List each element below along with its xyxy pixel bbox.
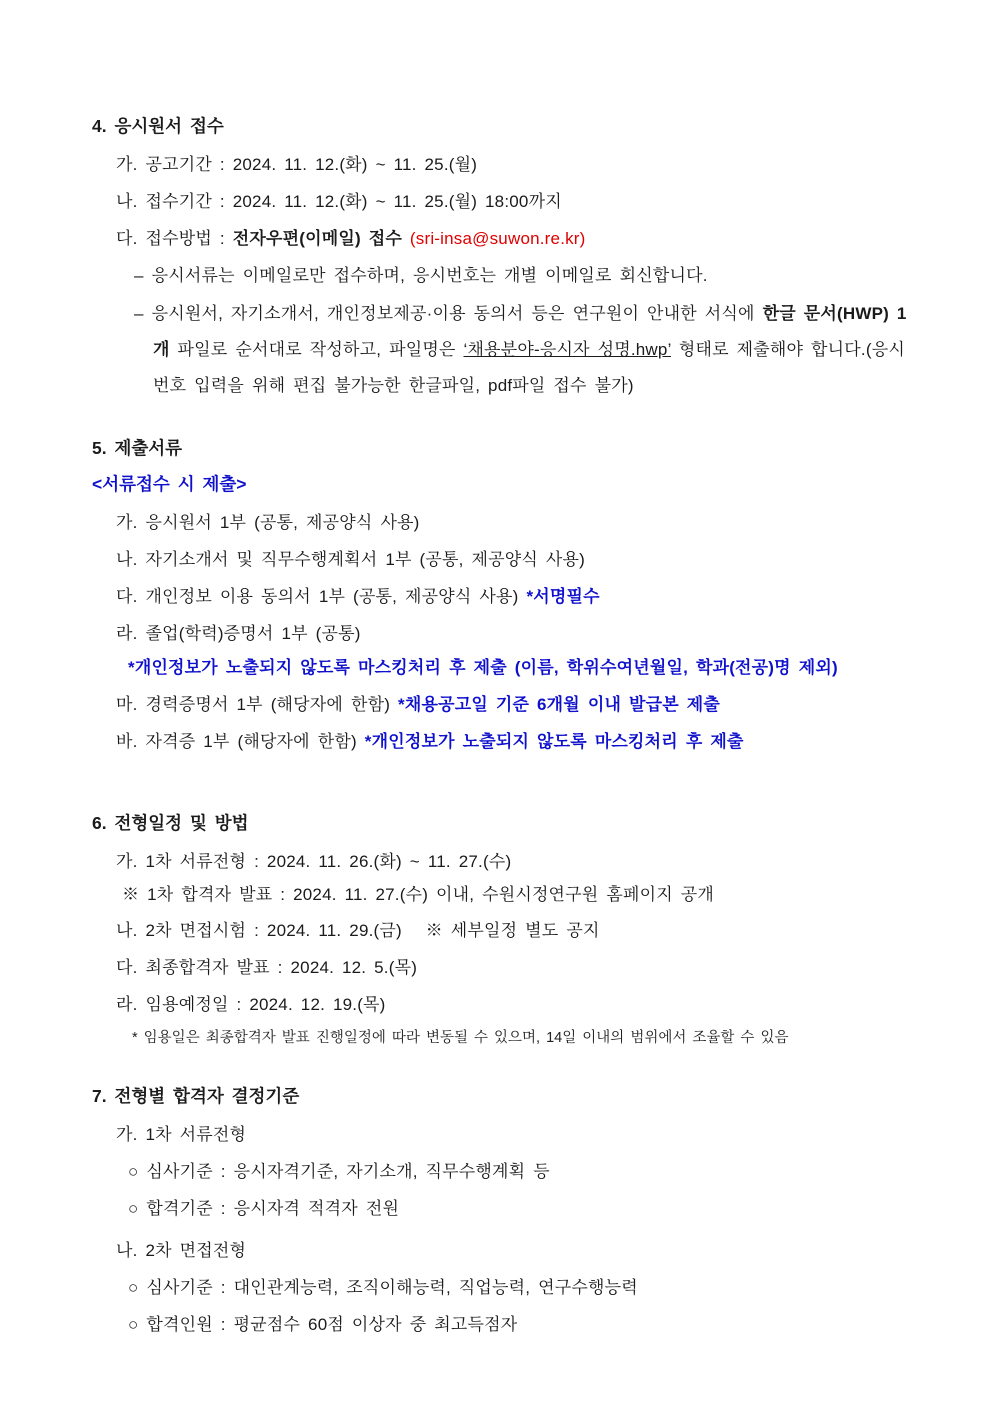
section-4-title: 4. 응시원서 접수: [92, 116, 224, 136]
section-5-title: 5. 제출서류: [92, 438, 183, 458]
line-career-certificate: [92, 688, 914, 722]
line-document-screening: 가. 1차 서류전형 : 2024. 11. 26.(화) ~ 11. 27.(수): [116, 852, 512, 871]
line-interview-exam: 나. 2차 면접시험 : 2024. 11. 29.(금) ※ 세부일정 별도 공지: [116, 921, 600, 940]
line-application-form: 가. 응시원서 1부 (공통, 제공양식 사용): [116, 513, 420, 532]
section-schedule-method: [92, 805, 914, 1054]
line-second-round: 나. 2차 면접전형: [116, 1241, 247, 1260]
file-name-pattern: ‘채용분야-응시자 성명.hwp’: [463, 340, 671, 359]
line-first-round-criteria: ○ 심사기준 : 응시자격기준, 자기소개, 직무수행계획 등: [128, 1162, 550, 1181]
file-format-hwp-bold: 한글 문서(HWP) 1개: [153, 304, 907, 359]
privacy-consent-text: 다. 개인정보 이용 동의서 1부 (공통, 제공양식 사용): [116, 587, 527, 606]
section-application-submission: [92, 108, 914, 404]
line-file-format-note: [92, 296, 914, 404]
career-certificate-note: *채용공고일 기준 6개월 이내 발급본 제출: [398, 695, 721, 714]
reception-method-label: 다. 접수방법 :: [116, 229, 233, 248]
line-privacy-consent: [92, 580, 914, 614]
line-first-round: 가. 1차 서류전형: [116, 1125, 247, 1144]
reception-email: (sri-insa@suwon.re.kr): [409, 229, 586, 248]
line-second-round-pass: ○ 합격인원 : 평균점수 60점 이상자 중 최고득점자: [128, 1315, 518, 1334]
line-final-pass-announcement: 다. 최종합격자 발표 : 2024. 12. 5.(목): [116, 958, 418, 977]
line-notice-period: 가. 공고기간 : 2024. 11. 12.(화) ~ 11. 25.(월): [116, 155, 478, 174]
line-license-copy: [92, 725, 914, 759]
line-first-round-pass: ○ 합격기준 : 응시자격 적격자 전원: [128, 1199, 400, 1218]
file-format-text-b: 파일로 순서대로 작성하고, 파일명은: [169, 340, 464, 359]
masking-note: *개인정보가 노출되지 않도록 마스킹처리 후 제출 (이름, 학위수여년월일, 학과(전공)명 제외): [128, 658, 838, 677]
line-appointment-date: 라. 임용예정일 : 2024. 12. 19.(목): [116, 995, 386, 1014]
career-certificate-text: 마. 경력증명서 1부 (해당자에 한함): [116, 695, 399, 714]
file-format-text-c: 형태로 제출해야 합니다.(응시번호 입력을 위해 편집 불가능한 한글파일, pdf파일 접수 불가): [153, 340, 905, 395]
line-self-introduction: 나. 자기소개서 및 직무수행계획서 1부 (공통, 제공양식 사용): [116, 550, 585, 569]
section-required-documents: [92, 430, 914, 759]
line-reception-period: 나. 접수기간 : 2024. 11. 12.(화) ~ 11. 25.(월) 18:00까지: [116, 192, 562, 211]
section-7-title: 7. 전형별 합격자 결정기준: [92, 1086, 300, 1106]
line-reception-method: [92, 222, 914, 256]
file-format-text-a: – 응시원서, 자기소개서, 개인정보제공·이용 동의서 등은 연구원이 안내한 서식에: [134, 304, 763, 323]
line-second-round-criteria: ○ 심사기준 : 대인관계능력, 조직이해능력, 직업능력, 연구수행능력: [128, 1278, 638, 1297]
appointment-change-note: * 임용일은 최종합격자 발표 진행일정에 따라 변동될 수 있으며, 14일 이내의 범위에서 조율할 수 있음: [132, 1030, 789, 1046]
submit-at-reception-subtitle: <서류접수 시 제출>: [92, 474, 247, 494]
section-6-title: 6. 전형일정 및 방법: [92, 813, 249, 833]
line-graduation-certificate: 라. 졸업(학력)증명서 1부 (공통): [116, 624, 361, 643]
license-masking-note: *개인정보가 노출되지 않도록 마스킹처리 후 제출: [364, 732, 744, 751]
signature-required-note: *서명필수: [526, 587, 600, 606]
reception-method-bold: 전자우편(이메일) 접수: [232, 229, 410, 248]
line-email-only-note: – 응시서류는 이메일로만 접수하며, 응시번호는 개별 이메일로 회신합니다.: [134, 266, 708, 285]
line-first-pass-announcement: ※ 1차 합격자 발표 : 2024. 11. 27.(수) 이내, 수원시정연구원 홈페이지 공개: [122, 885, 715, 904]
license-copy-text: 바. 자격증 1부 (해당자에 한함): [116, 732, 365, 751]
section-pass-criteria: [92, 1078, 914, 1342]
